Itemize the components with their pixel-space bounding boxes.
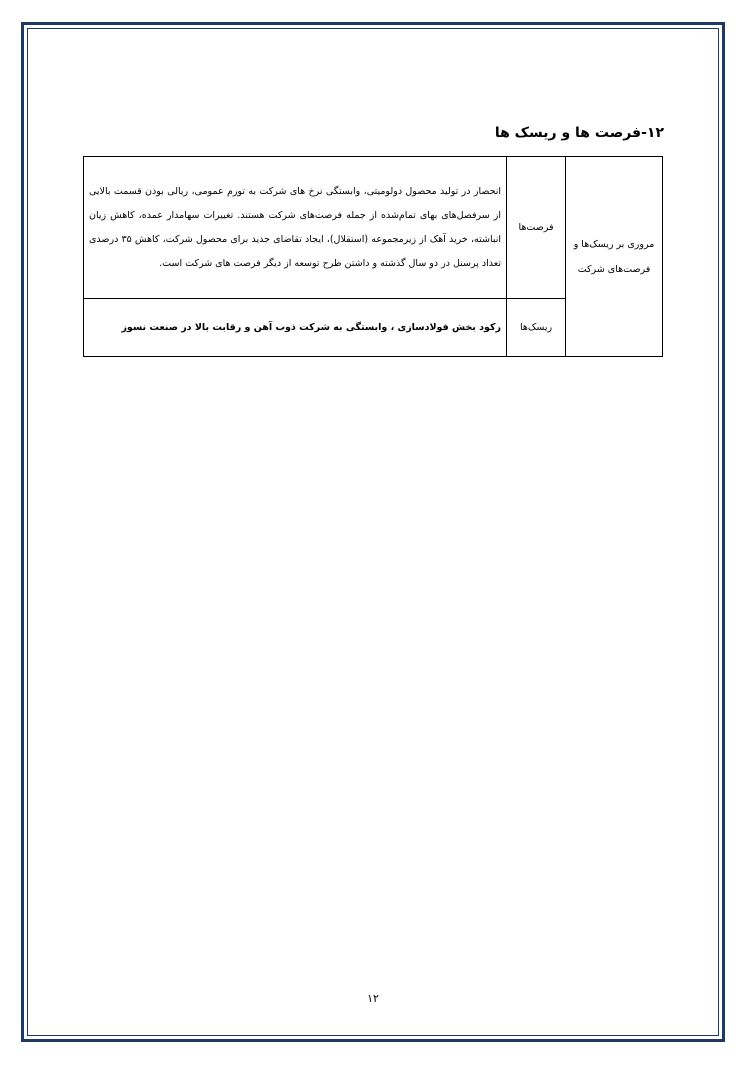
row-text-risks: رکود بخش فولادسازی ، وابستگی به شرکت ذوب آهن و رقابت بالا در صنعت نسوز <box>84 299 507 357</box>
section-heading: ۱۲-فرصت ها و ریسک ها <box>494 125 664 141</box>
page-number: ۱۲ <box>367 992 379 1005</box>
opportunities-risks-table <box>83 156 663 357</box>
table-main-label: مروری بر ریسک‌ها و فرصت‌های شرکت <box>566 157 663 357</box>
table-row-opportunities <box>84 157 663 299</box>
row-text-opportunities: انحصار در تولید محصول دولومیتی، وابستگی نرخ های شرکت به تورم عمومی، ریالی بودن قسمت بالایی از سرفصل‌های بهای تمام‌شده از جمله فرصت‌های شرکت هستند. تغییرات سهامدار عمده، کاهش زیان انباشته، خرید آهک از زیرمجموعه (استقلال)، ایجاد تقاضای جدید برای محصول شرکت، کاهش ۳۵ درصدی تعداد پرسنل در دو سال گذشته و داشتن طرح توسعه از دیگر فرصت های شرکت است. <box>84 157 507 299</box>
row-label-opportunities: فرصت‌ها <box>507 157 566 299</box>
row-label-risks: ریسک‌ها <box>507 299 566 357</box>
